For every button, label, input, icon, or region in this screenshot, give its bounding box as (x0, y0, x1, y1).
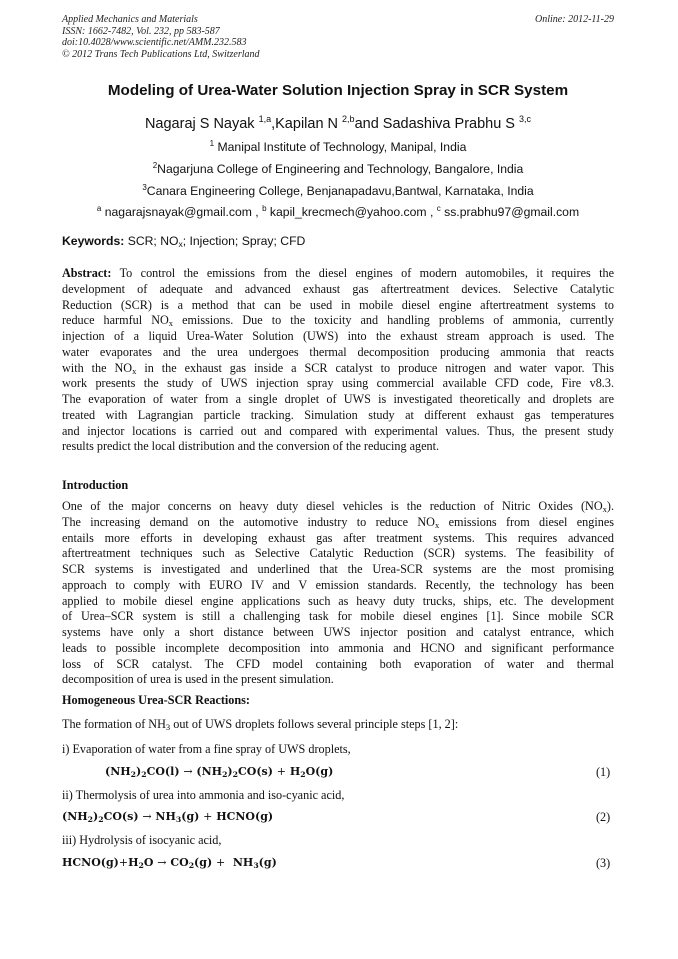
abstract-text: To control the emissions from the diesel engines of modern automobiles, it requires the (111, 266, 614, 280)
text-line (62, 313, 614, 329)
author-emails (62, 205, 614, 219)
equation-number: (1) (596, 765, 611, 779)
keywords (62, 234, 614, 248)
journal-copyright: © 2012 Trans Tech Publications Ltd, Switzerland (62, 48, 260, 60)
text-line (62, 515, 614, 531)
affiliation (62, 184, 614, 198)
reactions-text: out of UWS droplets follows several principle steps [1, 2]: (170, 717, 459, 731)
email-address[interactable]: ss.prabhu97@gmail.com (440, 205, 580, 219)
affiliation (62, 140, 614, 154)
paper-title: Modeling of Urea-Water Solution Injection Spray in SCR System (107, 82, 569, 99)
text-line: of Urea–SCR system is still a challenging task for mobile diesel engines [1]. Since mobile SCR (62, 609, 614, 624)
text-line: and injector locations is carried out and compared with experimental values. Thus, the present study (62, 423, 614, 438)
text-line: leads to possible incomplete decomposition into ammonia and HCNO and significant performance (62, 640, 614, 655)
journal-header (62, 14, 614, 60)
email-address[interactable]: nagarajsnayak@gmail.com , (101, 205, 263, 219)
text-line: applied to mobile diesel engine applications such as heavy duty trucks, ships, etc. The development (62, 593, 614, 608)
journal-doi: doi:10.4028/www.scientific.net/AMM.232.583 (62, 37, 247, 48)
intro-text: One of the major concerns on heavy duty diesel vehicles is the reduction of Nitric Oxides (NO (62, 499, 603, 513)
subscript: 3 (165, 722, 171, 732)
email-marker: b (262, 204, 267, 213)
author-affiliation-marker: 1,a (258, 114, 272, 124)
intro-text: emissions from diesel engines (439, 514, 614, 529)
keywords-text: SCR; NO (124, 234, 179, 248)
equation-3: $HCNO(g)+H_2O \to CO_2(g) + NH_3(g)$ (62, 856, 277, 870)
author-name: ,Kapilan N (271, 116, 343, 132)
section-heading-reactions: Homogeneous Urea-SCR Reactions: (62, 693, 250, 707)
text-line: systems have only a short distance between UWS injector position and catalyst entrance, which (62, 625, 614, 639)
email-marker: c (436, 204, 441, 213)
journal-info (62, 14, 614, 60)
email-address[interactable]: kapil_krecmech@yahoo.com , (266, 205, 437, 219)
author-list (62, 116, 614, 132)
abstract-text: in the exhaust gas inside a SCR catalyst to produce nitrogen and water vapor. This (136, 360, 614, 375)
reactions-text: The formation of NH (62, 717, 166, 731)
text-line: results predict the local distribution and the conversion of the reducing agent. (62, 439, 440, 454)
affiliation-marker: 1 (209, 139, 215, 148)
subscript: x (178, 239, 183, 249)
text-line (62, 266, 614, 282)
step-thermolysis: ii) Thermolysis of urea into ammonia and iso-cyanic acid, (62, 788, 345, 802)
text-line: loss of SCR catalyst. The CFD model containing both evaporation of water and thermal (62, 656, 614, 671)
author-name: Nagaraj S Nayak (144, 116, 259, 132)
text-line: treated with Lagrangian particle tracking. Simulation study at different exhaust gas temperatures (62, 407, 614, 422)
section-heading-introduction: Introduction (62, 478, 129, 492)
text-line (62, 361, 614, 377)
subscript: x (602, 504, 607, 514)
abstract-label: Abstract: (62, 266, 112, 280)
text-line: aftertreatment techniques such as Selective Catalytic Reduction (SCR) systems. The feasibility of (62, 546, 614, 561)
affiliation-marker: 3 (142, 183, 147, 192)
email-marker: a (96, 204, 102, 213)
text-line: development of adequate and advanced exhaust gas aftertreatment devices. Selective Catalytic (62, 281, 614, 296)
subscript: x (168, 318, 174, 329)
abstract-text: with the NO (62, 360, 133, 375)
affiliation-marker: 2 (152, 161, 158, 170)
journal-issn: ISSN: 1662-7482, Vol. 232, pp 583-587 (62, 25, 220, 37)
text-line: water evaporates and the urea undergoes thermal decomposition producing ammonia that reacts (62, 344, 614, 359)
text-line: Reduction (SCR) is a method that can be used in mobile diesel engine aftertreatment systems to (62, 297, 614, 312)
text-line: decomposition of urea is used in the present simulation. (62, 672, 334, 687)
step-evaporation: i) Evaporation of water from a fine spray of UWS droplets, (62, 742, 351, 756)
text-line: SCR systems is investigated and underlined that the Urea-SCR systems are the most promising (62, 562, 614, 576)
intro-text: ). (606, 499, 614, 513)
author-affiliation-marker: 2,b (342, 114, 355, 124)
equation-1: $(NH_2)_2CO(l) \to (NH_2)_2CO(s) + H_2O(g)$ (105, 765, 334, 779)
reactions-intro (62, 717, 458, 732)
journal-name: Applied Mechanics and Materials (62, 14, 198, 25)
abstract-paragraph (62, 266, 614, 455)
author-affiliation-marker: 3,c (519, 114, 532, 124)
author-name: and Sadashiva Prabhu S (354, 116, 520, 132)
equation-2: $(NH_2)_2CO(s) \to NH_3(g)$ + HCNO(g) (62, 810, 274, 824)
abstract-text: reduce harmful NO (62, 313, 169, 328)
text-line: work presents the study of UWS injection spray using commercial available CFD code, Fire v8.3. (62, 376, 614, 391)
affiliation (62, 162, 614, 176)
text-line (62, 499, 614, 515)
keywords-label: Keywords: (62, 234, 125, 248)
keywords-text: ; Injection; Spray; CFD (182, 234, 306, 248)
affiliation-text: Nagarjuna College of Engineering and Technology, Bangalore, India (157, 162, 524, 176)
text-line: approach to comply with EURO IV and V emission standards. Recently, the technology has been (62, 577, 614, 592)
text-line: entails more efforts in developing exhaust gas after treatment systems. This requires advanced (62, 530, 614, 545)
affiliation-text: Canara Engineering College, Benjanapadavu,Bantwal, Karnataka, India (146, 184, 534, 198)
equation-number: (2) (596, 810, 611, 824)
online-date: Online: 2012-11-29 (535, 14, 614, 25)
affiliation-text: Manipal Institute of Technology, Manipal, India (214, 140, 467, 154)
text-line: injection of a liquid Urea-Water Solution (UWS) into the exhaust stream approach is used. The (62, 329, 614, 343)
subscript: x (132, 365, 137, 376)
intro-text: The increasing demand on the automotive industry to reduce NO (62, 514, 435, 529)
introduction-paragraph (62, 499, 614, 688)
equation-number: (3) (596, 856, 611, 870)
subscript: x (434, 519, 440, 530)
step-hydrolysis: iii) Hydrolysis of isocyanic acid, (62, 833, 222, 847)
text-line: The evaporation of water from a single droplet of UWS is investigated theoretically and droplets are (62, 392, 614, 406)
abstract-text: emissions. Due to the toxicity and handling problems of ammonia, currently (173, 313, 614, 328)
